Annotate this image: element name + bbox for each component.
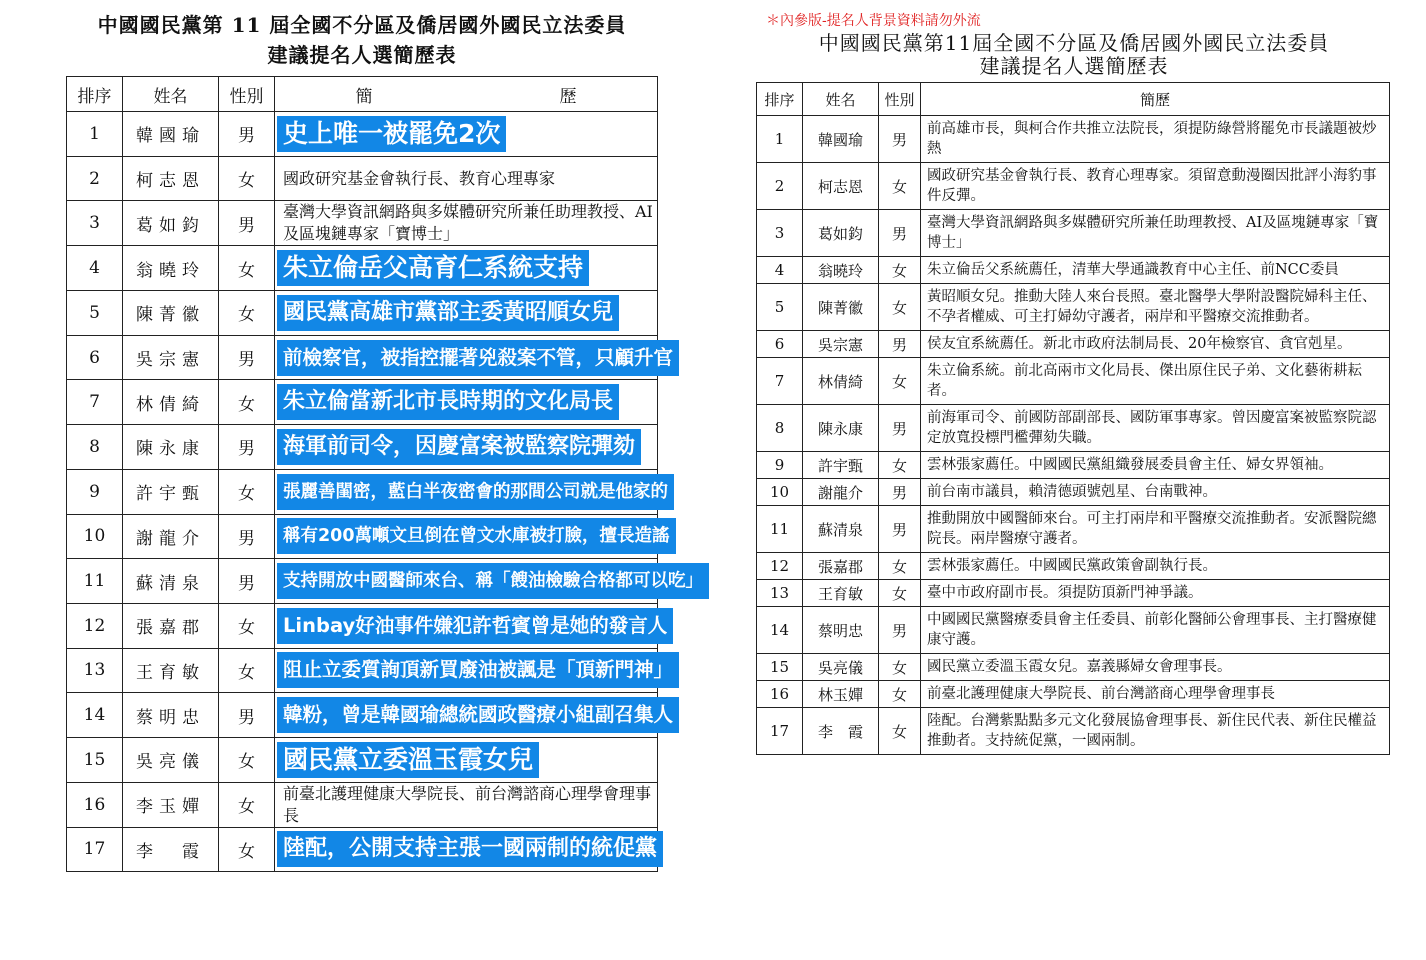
table-row: [67, 514, 658, 559]
bio-cell: 侯友宜系統薦任。新北市政府法制局長、20年檢察官、貪官剋星。: [921, 331, 1390, 358]
gender-cell: 女: [879, 580, 921, 607]
table-row: [757, 580, 1390, 607]
name-cell: 吳亮儀: [123, 737, 219, 782]
gender-cell: 女: [219, 380, 275, 425]
rank-cell: 10: [757, 479, 803, 506]
gender-cell: 男: [879, 210, 921, 257]
bio-cell: 前高雄市長，與柯合作共推立法院長，須提防綠營將罷免市長議題被炒熱: [921, 116, 1390, 163]
rank-cell: 13: [757, 580, 803, 607]
bio-cell: 黃昭順女兒。推動大陸人來台長照。臺北醫學大學附設醫院婦科主任、不孕者權威、可主打婦幼守護者，兩岸和平醫療交流推動者。: [921, 284, 1390, 331]
highlighted-annotation: 張麗善閨密，藍白半夜密會的那間公司就是他家的: [277, 474, 674, 510]
gender-cell: 女: [879, 257, 921, 284]
name-cell: 李 霞: [803, 708, 879, 755]
rank-cell: 5: [67, 291, 123, 336]
table-row: [757, 553, 1390, 580]
table-row: [67, 782, 658, 827]
gender-cell: 女: [879, 708, 921, 755]
name-cell: 吳亮儀: [803, 654, 879, 681]
rank-cell: 9: [67, 469, 123, 514]
gender-cell: 女: [879, 553, 921, 580]
bio-cell: [275, 201, 658, 246]
bio-cell: 推動開放中國醫師來台。可主打兩岸和平醫療交流推動者。安派醫院總院長。兩岸醫療守護者。: [921, 506, 1390, 553]
name-cell: 王育敏: [803, 580, 879, 607]
gender-cell: 女: [879, 163, 921, 210]
rank-cell: 5: [757, 284, 803, 331]
bio-cell: 臺灣大學資訊網路與多媒體研究所兼任助理教授、AI及區塊鏈專家「寶博士」: [921, 210, 1390, 257]
name-cell: 張嘉郡: [123, 603, 219, 648]
name-cell: 韓國瑜: [123, 112, 219, 157]
table-row: [757, 607, 1390, 654]
table-row: [67, 559, 658, 604]
highlighted-annotation: 稱有200萬噸文旦倒在曾文水庫被打臉，擅長造謠: [277, 518, 676, 554]
table-row: [757, 506, 1390, 553]
gender-cell: 女: [219, 737, 275, 782]
table-row: [67, 603, 658, 648]
name-cell: 李 霞: [123, 827, 219, 872]
table-row: [757, 116, 1390, 163]
bio-cell: [275, 380, 658, 425]
internal-warning-note: ＊內參版-提名人背景資料請勿外流: [766, 13, 981, 29]
left-header-gender: 性別: [219, 77, 275, 112]
rank-cell: 14: [67, 693, 123, 738]
rank-cell: 3: [67, 201, 123, 246]
bio-cell: [275, 782, 658, 827]
gender-cell: 男: [219, 559, 275, 604]
rank-cell: 17: [67, 827, 123, 872]
bio-cell: [275, 246, 658, 291]
bio-cell: 中國國民黨醫療委員會主任委員、前彰化醫師公會理事長、主打醫療健康守護。: [921, 607, 1390, 654]
gender-cell: 女: [219, 469, 275, 514]
rank-cell: 12: [67, 603, 123, 648]
rank-cell: 4: [67, 246, 123, 291]
name-cell: 蔡明忠: [803, 607, 879, 654]
rank-cell: 2: [757, 163, 803, 210]
name-cell: 陳永康: [123, 425, 219, 470]
highlighted-annotation: 朱立倫岳父高育仁系統支持: [277, 250, 589, 286]
rank-cell: 14: [757, 607, 803, 654]
gender-cell: 男: [219, 514, 275, 559]
rank-cell: 16: [67, 782, 123, 827]
table-row: [67, 246, 658, 291]
name-cell: 王育敏: [123, 648, 219, 693]
table-row: [67, 469, 658, 514]
table-row: [67, 112, 658, 157]
bio-cell: 國民黨立委溫玉霞女兒。嘉義縣婦女會理事長。: [921, 654, 1390, 681]
name-cell: 翁曉玲: [123, 246, 219, 291]
gender-cell: 女: [879, 284, 921, 331]
bio-cell: 前海軍司令、前國防部副部長、國防軍事專家。曾因慶富案被監察院認定放寬投標門檻彈劾失職。: [921, 405, 1390, 452]
gender-cell: 男: [879, 479, 921, 506]
bio-cell: 陸配。台灣紫點點多元文化發展協會理事長、新住民代表、新住民權益推動者。支持統促黨，一國兩制。: [921, 708, 1390, 755]
table-row: [757, 452, 1390, 479]
name-cell: 吳宗憲: [123, 335, 219, 380]
rank-cell: 8: [757, 405, 803, 452]
gender-cell: 男: [879, 607, 921, 654]
name-cell: 李玉嬋: [123, 782, 219, 827]
gender-cell: 女: [219, 156, 275, 201]
gender-cell: 男: [219, 425, 275, 470]
highlighted-annotation: 陸配，公開支持主張一國兩制的統促黨: [277, 831, 663, 867]
rank-cell: 1: [757, 116, 803, 163]
table-row: [67, 693, 658, 738]
name-cell: 葛如鈞: [123, 201, 219, 246]
left-header-name: 姓名: [123, 77, 219, 112]
table-row: [757, 163, 1390, 210]
name-cell: 林倩綺: [123, 380, 219, 425]
table-row: [67, 291, 658, 336]
gender-cell: 男: [879, 506, 921, 553]
table-row: [757, 331, 1390, 358]
gender-cell: 男: [879, 405, 921, 452]
table-row: [67, 425, 658, 470]
name-cell: 蘇清泉: [123, 559, 219, 604]
rank-cell: 15: [67, 737, 123, 782]
highlighted-annotation: 史上唯一被罷免2次: [277, 116, 506, 152]
gender-cell: 女: [879, 358, 921, 405]
bio-text: 國政研究基金會執行長、教育心理專家: [283, 168, 556, 188]
rank-cell: 7: [67, 380, 123, 425]
bio-cell: [275, 156, 658, 201]
gender-cell: 男: [219, 112, 275, 157]
table-row: [757, 681, 1390, 708]
bio-cell: 朱立倫系統。前北高兩市文化局長、傑出原住民子弟、文化藝術耕耘者。: [921, 358, 1390, 405]
name-cell: 謝龍介: [123, 514, 219, 559]
highlighted-annotation: 韓粉，曾是韓國瑜總統國政醫療小組副召集人: [277, 697, 679, 733]
bio-text: 臺灣大學資訊網路與多媒體研究所兼任助理教授、AI 及區塊鏈專家「寶博士」: [283, 202, 653, 244]
bio-cell: [275, 291, 658, 336]
gender-cell: 女: [219, 291, 275, 336]
right-nominee-table: [756, 82, 1390, 755]
gender-cell: 女: [879, 654, 921, 681]
bio-cell: [275, 112, 658, 157]
bio-cell: [275, 737, 658, 782]
rank-cell: 10: [67, 514, 123, 559]
right-header-name: 姓名: [803, 83, 879, 116]
left-document: [66, 10, 734, 872]
left-header-bio: 簡 歷: [275, 77, 658, 112]
table-row: [67, 156, 658, 201]
bio-cell: [275, 648, 674, 693]
table-row: [757, 479, 1390, 506]
name-cell: 蘇清泉: [803, 506, 879, 553]
rank-cell: 11: [67, 559, 123, 604]
name-cell: 林玉嬋: [803, 681, 879, 708]
bio-cell: [275, 425, 658, 470]
bio-cell: 前台南市議員，賴清德頭號剋星、台南戰神。: [921, 479, 1390, 506]
rank-cell: 8: [67, 425, 123, 470]
table-row: [67, 737, 658, 782]
bio-cell: [275, 469, 668, 514]
table-row: [757, 284, 1390, 331]
right-title-line2: 建議提名人選簡歷表: [979, 54, 1169, 78]
name-cell: 謝龍介: [803, 479, 879, 506]
rank-cell: 6: [67, 335, 123, 380]
table-row: [757, 708, 1390, 755]
name-cell: 吳宗憲: [803, 331, 879, 358]
gender-cell: 男: [879, 116, 921, 163]
rank-cell: 6: [757, 331, 803, 358]
rank-cell: 2: [67, 156, 123, 201]
right-table-header: [757, 83, 1390, 116]
bio-cell: 雲林張家薦任。中國國民黨政策會副執行長。: [921, 553, 1390, 580]
bio-cell: 前臺北護理健康大學院長、前台灣諮商心理學會理事長: [921, 681, 1390, 708]
bio-cell: [275, 559, 703, 604]
name-cell: 陳永康: [803, 405, 879, 452]
name-cell: 陳菁徽: [803, 284, 879, 331]
rank-cell: 11: [757, 506, 803, 553]
bio-cell: 雲林張家薦任。中國國民黨組織發展委員會主任、婦女界領袖。: [921, 452, 1390, 479]
rank-cell: 15: [757, 654, 803, 681]
name-cell: 許宇甄: [123, 469, 219, 514]
name-cell: 張嘉郡: [803, 553, 879, 580]
highlighted-annotation: 國民黨立委溫玉霞女兒: [277, 742, 539, 778]
highlighted-annotation: 海軍前司令，因慶富案被監察院彈劾: [277, 429, 641, 465]
bio-cell: 臺中市政府副市長。須提防頂新門神爭議。: [921, 580, 1390, 607]
right-title-line1: 中國國民黨第11屆全國不分區及僑居國外國民立法委員: [818, 31, 1330, 55]
left-nominee-table: [66, 76, 703, 872]
bio-cell: 國政研究基金會執行長、教育心理專家。須留意動漫圈因批評小海豹事件反彈。: [921, 163, 1390, 210]
bio-cell: [275, 827, 658, 872]
bio-text: 前臺北護理健康大學院長、前台灣諮商心理學會理事長: [283, 783, 652, 825]
gender-cell: 女: [219, 827, 275, 872]
table-row: [67, 648, 658, 693]
name-cell: 翁曉玲: [803, 257, 879, 284]
rank-cell: 4: [757, 257, 803, 284]
table-row: [67, 201, 658, 246]
highlighted-annotation: 阻止立委質詢頂新買廢油被諷是「頂新門神」: [277, 652, 679, 688]
table-row: [757, 654, 1390, 681]
table-row: [757, 358, 1390, 405]
name-cell: 葛如鈞: [803, 210, 879, 257]
name-cell: 陳菁徽: [123, 291, 219, 336]
highlighted-annotation: Linbay好油事件嫌犯許哲賓曾是她的發言人: [277, 608, 673, 644]
highlighted-annotation: 前檢察官，被指控擺著兇殺案不管，只顧升官: [277, 340, 679, 376]
gender-cell: 女: [219, 782, 275, 827]
name-cell: 許宇甄: [803, 452, 879, 479]
bio-cell: [275, 693, 674, 738]
right-document: [756, 10, 1392, 755]
bio-cell: [275, 514, 670, 559]
left-header-rank: 排序: [67, 77, 123, 112]
table-row: [67, 335, 658, 380]
name-cell: 柯志恩: [123, 156, 219, 201]
table-row: [67, 380, 658, 425]
left-title-line1: 中國國民黨第 11 屆全國不分區及僑居國外國民立法委員: [97, 13, 627, 37]
rank-cell: 7: [757, 358, 803, 405]
name-cell: 韓國瑜: [803, 116, 879, 163]
bio-cell: 朱立倫岳父系統薦任，清華大學通識教育中心主任、前NCC委員: [921, 257, 1390, 284]
gender-cell: 男: [219, 693, 275, 738]
name-cell: 蔡明忠: [123, 693, 219, 738]
name-cell: 林倩綺: [803, 358, 879, 405]
rank-cell: 3: [757, 210, 803, 257]
bio-cell: [275, 335, 674, 380]
table-row: [757, 405, 1390, 452]
gender-cell: 男: [879, 331, 921, 358]
highlighted-annotation: 國民黨高雄市黨部主委黃昭順女兒: [277, 295, 619, 331]
highlighted-annotation: 支持開放中國醫師來台、稱「餿油檢驗合格都可以吃」: [277, 563, 709, 599]
right-header-rank: 排序: [757, 83, 803, 116]
left-table-header: [67, 77, 658, 112]
rank-cell: 16: [757, 681, 803, 708]
gender-cell: 女: [219, 648, 275, 693]
gender-cell: 女: [879, 452, 921, 479]
rank-cell: 12: [757, 553, 803, 580]
table-row: [67, 827, 658, 872]
table-row: [757, 210, 1390, 257]
name-cell: 柯志恩: [803, 163, 879, 210]
right-header-bio: 簡歷: [921, 83, 1390, 116]
gender-cell: 女: [219, 246, 275, 291]
table-row: [757, 257, 1390, 284]
rank-cell: 1: [67, 112, 123, 157]
right-header-gender: 性別: [879, 83, 921, 116]
left-title-line2: 建議提名人選簡歷表: [267, 43, 457, 67]
rank-cell: 9: [757, 452, 803, 479]
gender-cell: 女: [219, 603, 275, 648]
rank-cell: 13: [67, 648, 123, 693]
rank-cell: 17: [757, 708, 803, 755]
highlighted-annotation: 朱立倫當新北市長時期的文化局長: [277, 384, 619, 420]
gender-cell: 男: [219, 201, 275, 246]
gender-cell: 女: [879, 681, 921, 708]
bio-cell: [275, 603, 668, 648]
gender-cell: 男: [219, 335, 275, 380]
